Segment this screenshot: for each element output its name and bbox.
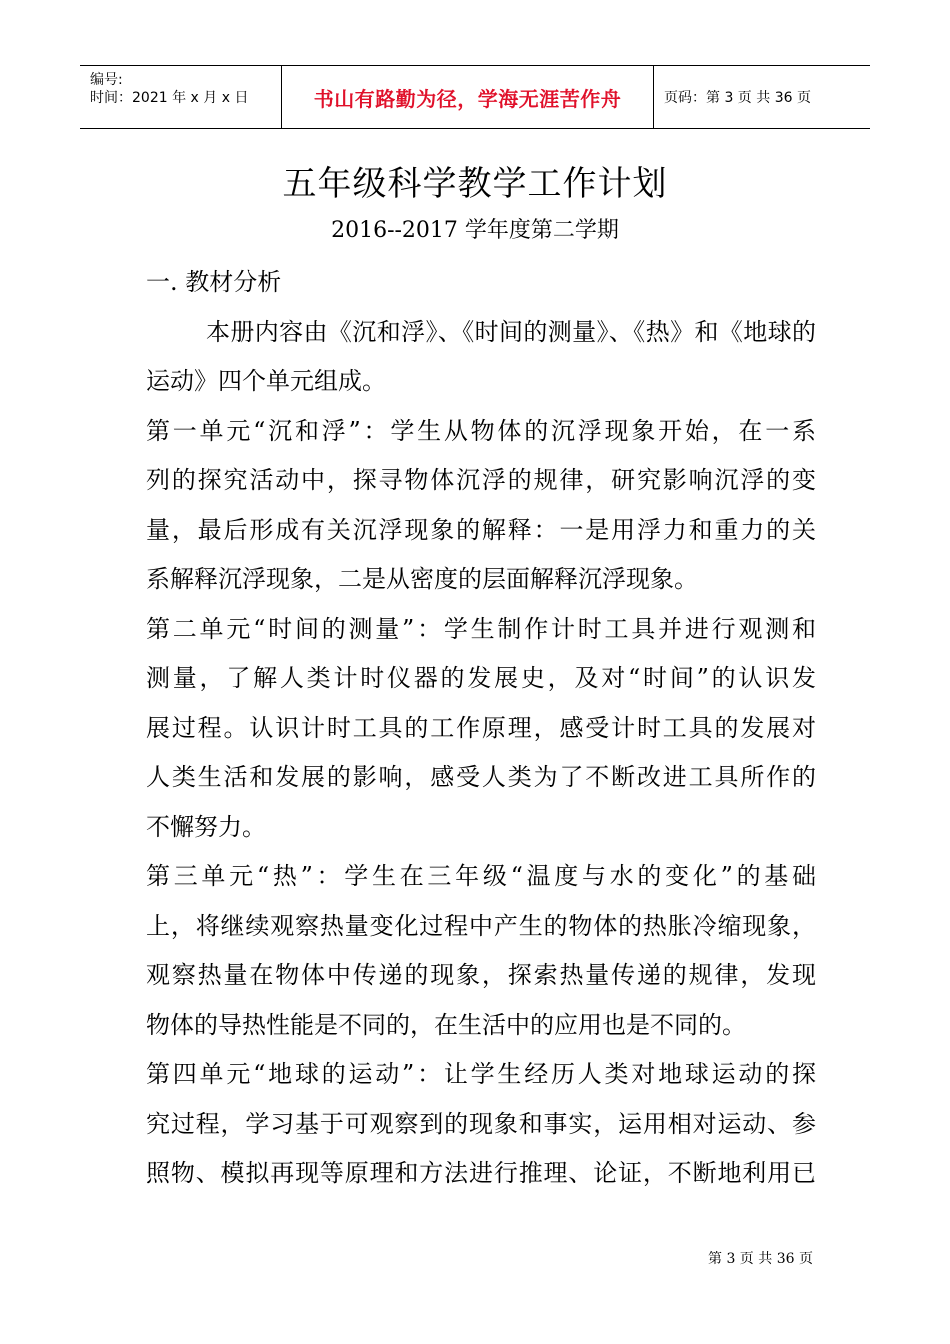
header-motto: 书山有路勤为径，学海无涯苦作舟 [282,66,654,128]
body-line: 本册内容由《沉和浮》、《时间的测量》、《热》和《地球的 [206,317,816,346]
body-line: 系解释沉浮现象，二是从密度的层面解释沉浮现象。 [146,565,698,593]
body-line: 观察热量在物体中传递的现象，探索热量传递的规律，发现 [146,961,816,989]
body-line: 量，最后形成有关沉浮现象的解释：一是用浮力和重力的关 [146,515,816,544]
time-label: 时间：2021 年 x 月 x 日 [90,90,249,106]
body-line: 不懈努力。 [146,812,266,841]
header-table [80,65,870,129]
body-line: 第二单元“时间的测量”：学生制作计时工具并进行观测和 [146,614,816,643]
section-heading: 一. 教材分析 [146,268,282,296]
body-line: 究过程，学习基于可观察到的现象和事实，运用相对运动、参 [146,1109,816,1138]
body-line: 第三单元“热”：学生在三年级“温度与水的变化”的基础 [146,862,816,890]
header-page-info: 页码：第 3 页 共 36 页 [664,90,811,106]
document-subtitle: 2016--2017 学年度第二学期 [331,218,619,243]
body-line: 物体的导热性能是不同的，在生活中的应用也是不同的。 [146,1010,746,1039]
document-body [146,258,816,1199]
document-title: 五年级科学教学工作计划 [282,164,668,204]
body-line: 第一单元“沉和浮”：学生从物体的沉浮现象开始，在一系 [146,416,816,445]
body-line: 运动》四个单元组成。 [146,367,386,395]
body-line: 上，将继续观察热量变化过程中产生的物体的热胀冷缩现象， [146,911,816,940]
body-line: 列的探究活动中，探寻物体沉浮的规律，研究影响沉浮的变 [146,466,816,494]
body-line: 第四单元“地球的运动”：让学生经历人类对地球运动的探 [146,1060,816,1088]
number-label: 编号: [90,72,123,88]
header-meta-cell [80,66,282,128]
body-line: 展过程。认识计时工具的工作原理，感受计时工具的发展对 [146,713,816,742]
body-line: 测量，了解人类计时仪器的发展史，及对“时间”的认识发 [146,664,816,692]
page-footer: 第 3 页 共 36 页 [708,1251,813,1267]
body-line: 照物、模拟再现等原理和方法进行推理、论证，不断地利用已 [146,1159,816,1187]
body-line: 人类生活和发展的影响，感受人类为了不断改进工具所作的 [146,763,816,791]
